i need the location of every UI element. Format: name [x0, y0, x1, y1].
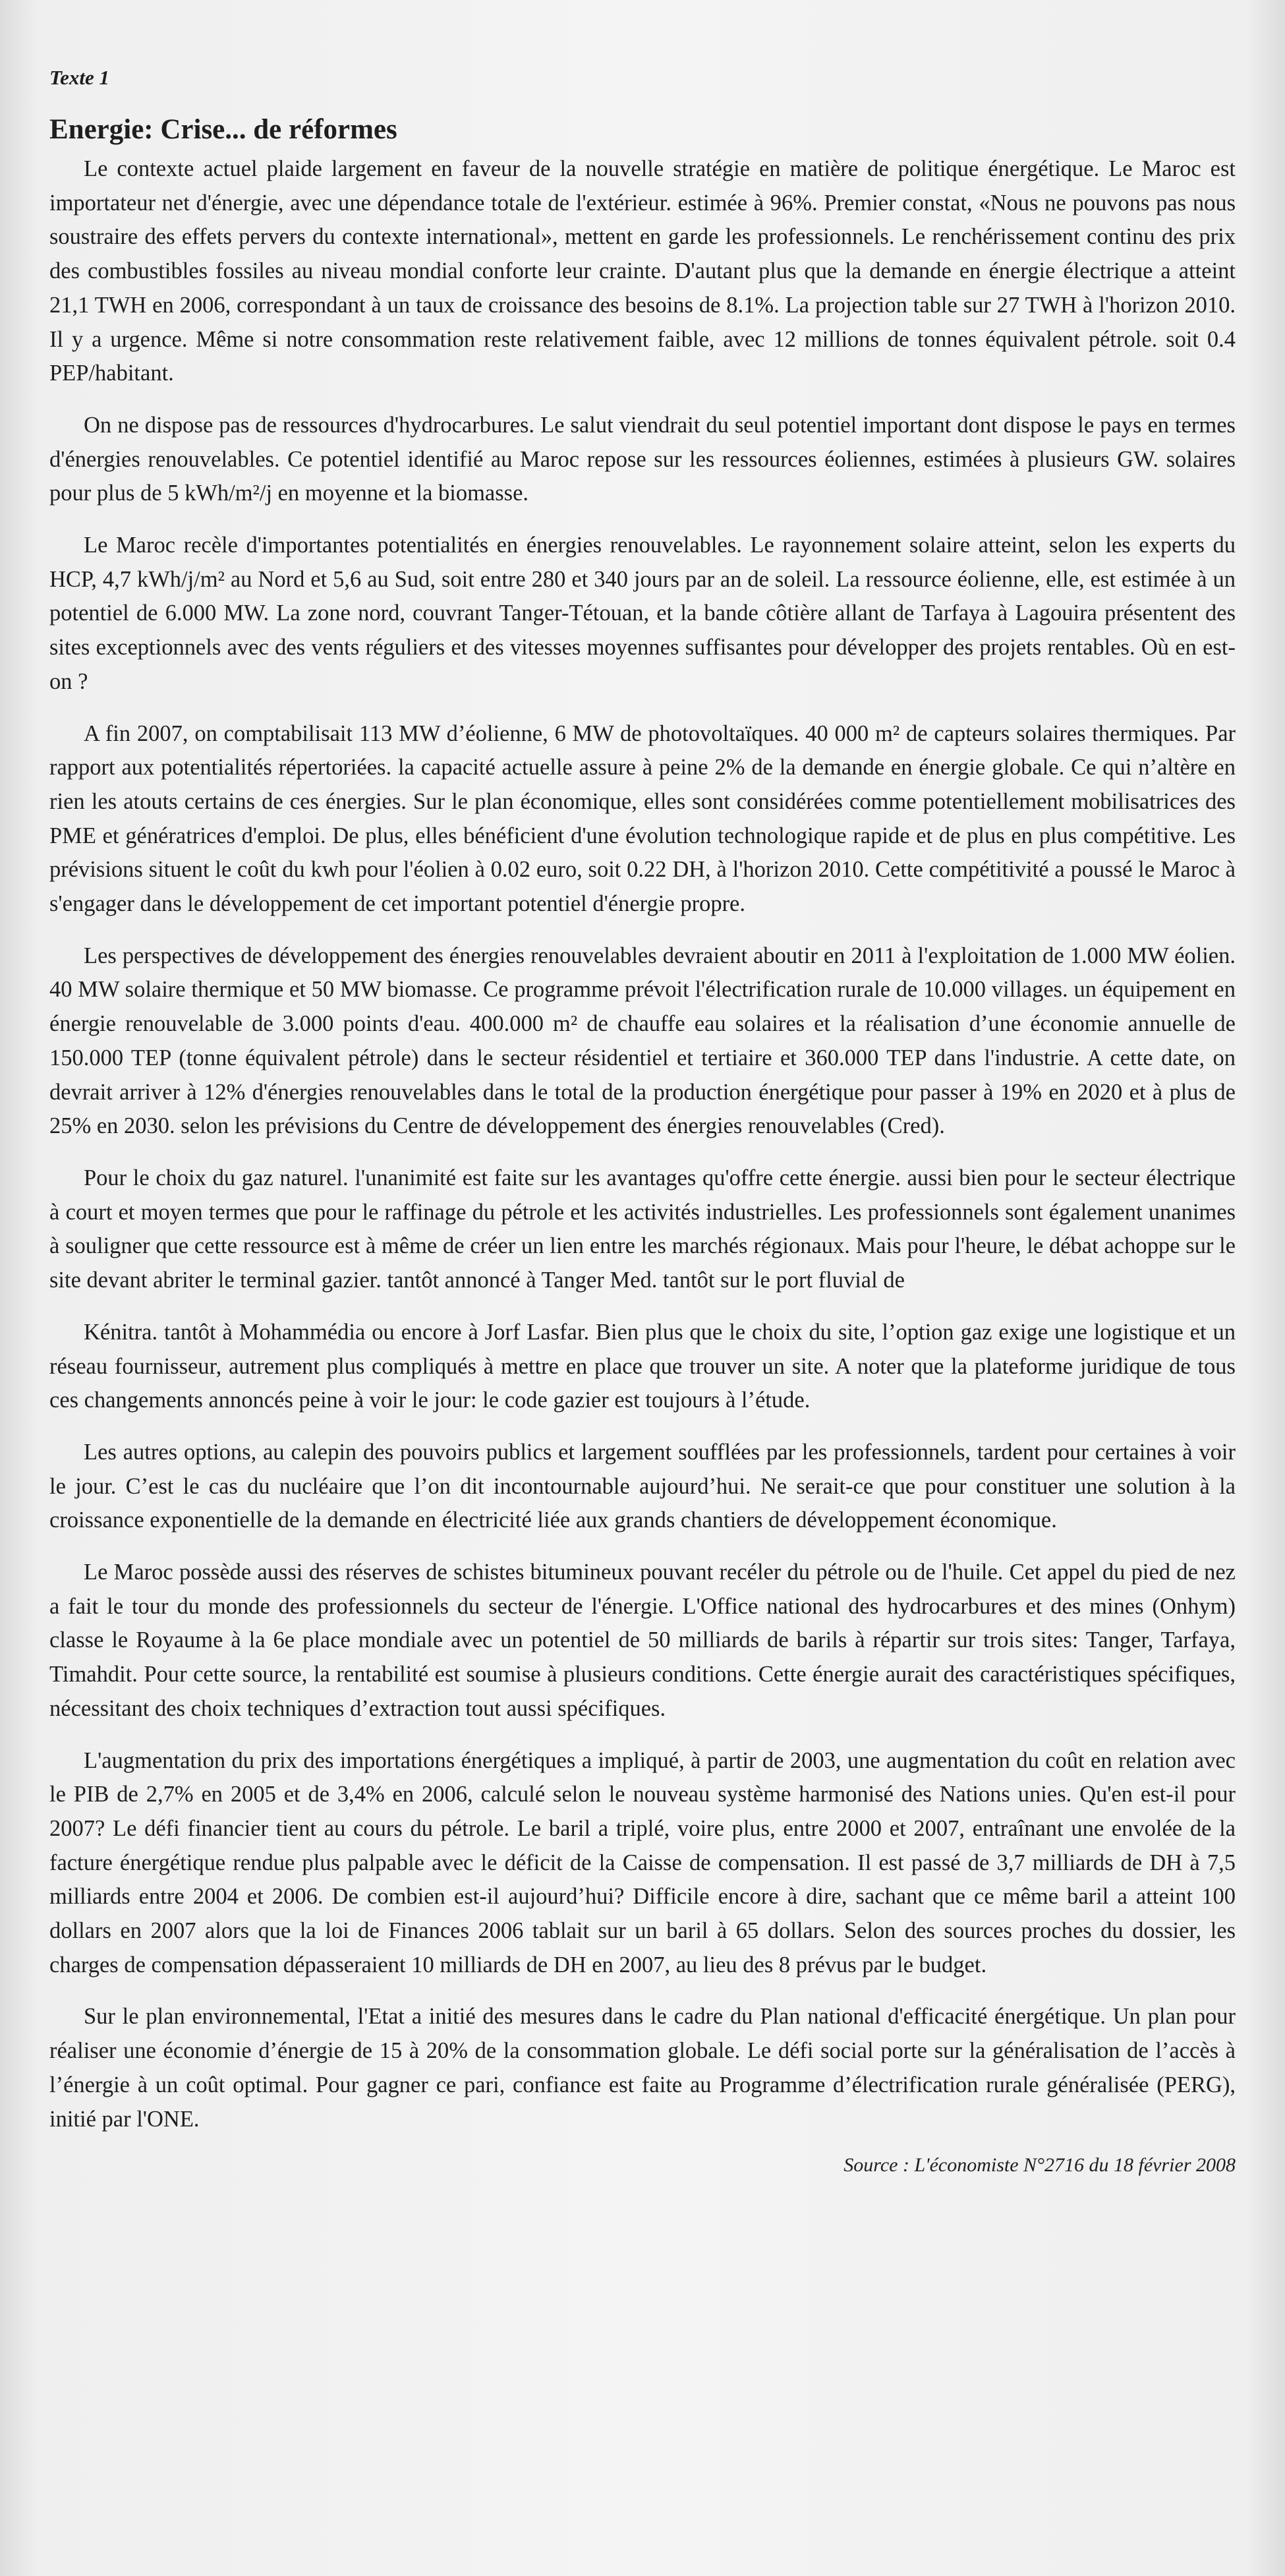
paragraph-5: Les perspectives de développement des énergies renouvelables devraient aboutir en 2011 à l'exploitation de 1.000 MW éolien. 40 MW solaire thermique et 50 MW biomasse. Ce programme prévoit l'électrification rurale de 10.000 villages. un équipement en énergie renouvelable de 3.000 points d'eau. 400.000 m² de chauffe eau solaires et la réalisation d’une économie annuelle de 150.000 TEP (tonne équivalent pétrole) dans le secteur résidentiel et tertiaire et 360.000 TEP dans l'industrie. A cette date, on devrait arriver à 12% d'énergies renouvelables dans le total de la production énergétique pour passer à 19% en 2020 et à plus de 25% en 2030. selon les prévisions du Centre de développement des énergies renouvelables (Cred).: [49, 943, 1236, 1139]
paragraph-10: L'augmentation du prix des importations énergétiques a impliqué, à partir de 2003, une augmentation du coût en relation avec le PIB de 2,7% en 2005 et de 3,4% en 2006, calculé selon le nouveau système harmonisé des Nations unies. Qu'en est-il pour 2007? Le défi financier tient au cours du pétrole. Le baril a triplé, voire plus, entre 2000 et 2007, entraînant une envolée de la facture énergétique rendue plus palpable avec le déficit de la Caisse de compensation. Il est passé de 3,7 milliards de DH à 7,5 milliards entre 2004 et 2006. De combien est-il aujourd’hui? Difficile encore à dire, sachant que ce même baril a atteint 100 dollars en 2007 alors que la loi de Finances 2006 tablait sur un baril à 65 dollars. Selon des sources proches du dossier, les charges de compensation dépasseraient 10 milliards de DH en 2007, au lieu des 8 prévus par le budget.: [49, 1747, 1236, 1977]
paragraph-8: Les autres options, au calepin des pouvoirs publics et largement soufflées par les professionnels, tardent pour certaines à voir le jour. C’est le cas du nucléaire que l’on dit incontournable aujourd’hui. Ne serait-ce que pour constituer une solution à la croissance exponentielle de la demande en électricité liée aux grands chantiers de développement économique.: [49, 1439, 1236, 1533]
source-citation: Source : L'économiste N°2716 du 18 février 2008: [843, 2154, 1236, 2177]
paragraph-1: Le contexte actuel plaide largement en faveur de la nouvelle stratégie en matière de politique énergétique. Le Maroc est importateur net d'énergie, avec une dépendance totale de l'extérieur. estimée à 96%. Premier constat, «Nous ne pouvons pas nous soustraire des effets pervers du contexte international», mettent en garde les professionnels. Le renchérissement continu des prix des combustibles fossiles au niveau mondial conforte leur crainte. D'autant plus que la demande en énergie électrique a atteint 21,1 TWH en 2006, correspondant à un taux de croissance des besoins de 8.1%. La projection table sur 27 TWH à l'horizon 2010. Il y a urgence. Même si notre consommation reste relativement faible, avec 12 millions de tonnes équivalent pétrole. soit 0.4 PEP/habitant.: [49, 156, 1236, 386]
paragraph-6: Pour le choix du gaz naturel. l'unanimité est faite sur les avantages qu'offre cette énergie. aussi bien pour le secteur électrique à court et moyen termes que pour le raffinage du pétrole et les activités industrielles. Les professionnels sont également unanimes à souligner que cette ressource est à même de créer un lien entre les marchés régionaux. Mais pour l'heure, le débat achoppe sur le site devant abriter le terminal gazier. tantôt annoncé à Tanger Med. tantôt sur le port fluvial de: [49, 1165, 1236, 1293]
paragraph-9: Le Maroc possède aussi des réserves de schistes bitumineux pouvant recéler du pétrole ou de l'huile. Cet appel du pied de nez a fait le tour du monde des professionnels du secteur de l'énergie. L'Office national des hydrocarbures et des mines (Onhym) classe le Royaume à la 6e place mondiale avec un potentiel de 50 milliards de barils à répartir sur trois sites: Tanger, Tarfaya, Timahdit. Pour cette source, la rentabilité est soumise à plusieurs conditions. Cette énergie aurait des caractéristiques spécifiques, nécessitant des choix techniques d’extraction tout aussi spécifiques.: [49, 1560, 1236, 1721]
article-title: Energie: Crise... de réformes: [49, 114, 397, 145]
paragraph-4: A fin 2007, on comptabilisait 113 MW d’éolienne, 6 MW de photovoltaïques. 40 000 m² de capteurs solaires thermiques. Par rapport aux potentialités répertoriées. la capacité actuelle assure à peine 2% de la demande en énergie globale. Ce qui n’altère en rien les atouts certains de ces énergies. Sur le plan économique, elles sont considérées comme potentiellement mobilisatrices des PME et génératrices d'emploi. De plus, elles bénéficient d'une évolution technologique rapide et de plus en plus compétitive. Les prévisions situent le coût du kwh pour l'éolien à 0.02 euro, soit 0.22 DH, à l'horizon 2010. Cette compétitivité a poussé le Maroc à s'engager dans le développement de cet important potentiel d'énergie propre.: [49, 720, 1236, 917]
text-label: Texte 1: [49, 66, 109, 89]
paragraph-11: Sur le plan environnemental, l'Etat a initié des mesures dans le cadre du Plan national d'efficacité énergétique. Un plan pour réaliser une économie d’énergie de 15 à 20% de la consommation globale. Le défi social porte sur la généralisation de l’accès à l’énergie à un coût optimal. Pour gagner ce pari, confiance est faite au Programme d’électrification rurale généralisée (PERG), initié par l'ONE.: [49, 2004, 1236, 2132]
paragraph-2: On ne dispose pas de ressources d'hydrocarbures. Le salut viendrait du seul potentiel important dont dispose le pays en termes d'énergies renouvelables. Ce potentiel identifié au Maroc repose sur les ressources éoliennes, estimées à plusieurs GW. solaires pour plus de 5 kWh/m²/j en moyenne et la biomasse.: [49, 412, 1236, 506]
paragraph-3: Le Maroc recèle d'importantes potentialités en énergies renouvelables. Le rayonnement solaire atteint, selon les experts du HCP, 4,7 kWh/j/m² au Nord et 5,6 au Sud, soit entre 280 et 340 jours par an de soleil. La ressource éolienne, elle, est estimée à un potentiel de 6.000 MW. La zone nord, couvrant Tanger-Tétouan, et la bande côtière allant de Tarfaya à Lagouira présentent des sites exceptionnels avec des vents réguliers et des vitesses moyennes suffisantes pour développer des projets rentables. Où en est-on ?: [49, 533, 1236, 694]
paragraph-7: Kénitra. tantôt à Mohammédia ou encore à Jorf Lasfar. Bien plus que le choix du site, l’option gaz exige une logistique et un réseau fournisseur, autrement plus compliqués à mettre en place que trouver un site. A noter que la plateforme juridique de tous ces changements annoncés peine à voir le jour: le code gazier est toujours à l’étude.: [49, 1319, 1236, 1413]
